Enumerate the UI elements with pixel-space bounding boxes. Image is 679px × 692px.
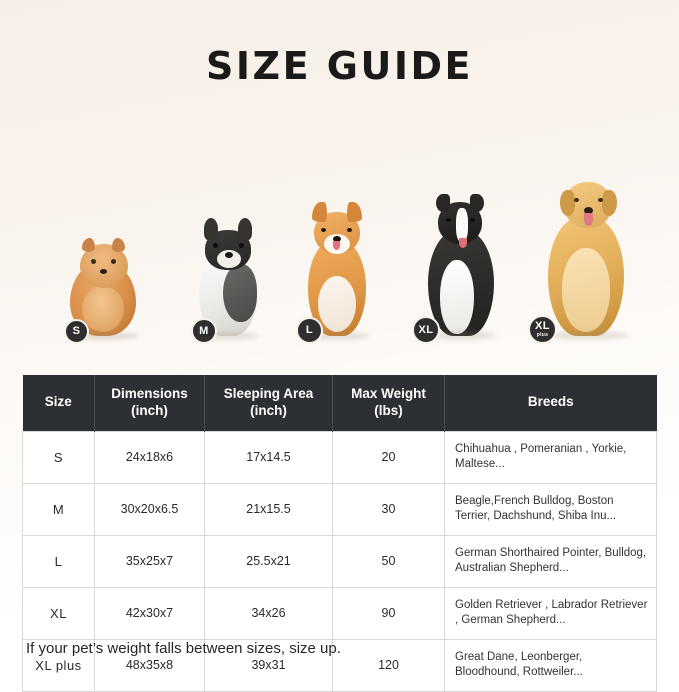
header-breeds: Breeds — [445, 375, 657, 431]
shiba-inu-eye-left — [321, 228, 326, 232]
golden-retriever-tongue — [584, 213, 593, 226]
pomeranian-eye-left — [91, 259, 96, 264]
cell-weight: 30 — [333, 483, 445, 535]
size-badge-s-label: S — [72, 325, 81, 337]
french-bulldog-eye-left — [213, 243, 218, 248]
table-row — [23, 483, 657, 535]
size-badge-xl-label: XL — [418, 323, 434, 336]
header-sleeping-line2: (inch) — [250, 402, 287, 418]
pomeranian-chest — [82, 286, 124, 332]
golden-retriever-ear-right — [602, 190, 617, 216]
golden-retriever-eye-right — [598, 198, 603, 202]
cell-breeds: Beagle,French Bulldog, Boston Terrier, Dachshund, Shiba Inu... — [445, 483, 657, 535]
cell-sleeping: 34x26 — [205, 587, 333, 639]
border-collie-tongue — [459, 238, 467, 248]
dog-illustration-m — [177, 198, 277, 340]
page-title: SIZE GUIDE — [206, 44, 473, 88]
cell-size: XL — [23, 587, 95, 639]
golden-retriever-chest — [562, 248, 610, 332]
size-badge-xl-plus — [528, 315, 557, 344]
french-bulldog-eye-right — [239, 243, 244, 248]
pomeranian-eye-right — [111, 259, 116, 264]
cell-breeds: German Shorthaired Pointer, Bulldog, Australian Shepherd... — [445, 535, 657, 587]
border-collie-eye-left — [446, 218, 451, 222]
dog-illustration-xl-plus — [518, 140, 648, 340]
french-bulldog-patch — [223, 264, 257, 322]
shiba-inu-tongue — [333, 241, 340, 250]
cell-weight: 50 — [333, 535, 445, 587]
border-collie-ear-right — [470, 194, 484, 212]
size-up-note: If your pet’s weight falls between sizes, size up. — [26, 640, 341, 657]
border-collie-ear-left — [436, 194, 450, 212]
pomeranian-ear-left — [82, 238, 95, 252]
header-sleeping-area — [205, 375, 333, 431]
cell-breeds: Chihuahua , Pomeranian , Yorkie, Maltese... — [445, 431, 657, 483]
cell-size: L — [23, 535, 95, 587]
cell-sleeping: 39x31 — [205, 639, 333, 691]
golden-retriever-ear-left — [560, 190, 575, 216]
size-badge-m — [191, 318, 217, 344]
border-collie-chest — [440, 260, 474, 334]
dog-illustration-l — [284, 174, 388, 340]
cell-breeds: Great Dane, Leonberger, Bloodhound, Rottweiler... — [445, 639, 657, 691]
dog-illustration-xl — [404, 160, 514, 340]
size-badge-l — [296, 317, 323, 344]
size-badge-xl-plus-sub: plus — [536, 332, 549, 338]
french-bulldog-nose — [225, 252, 233, 258]
cell-dimensions: 35x25x7 — [95, 535, 205, 587]
shiba-inu-ear-right — [347, 202, 362, 222]
shiba-inu-ear-left — [312, 202, 327, 222]
size-badge-m-label: M — [199, 324, 209, 337]
cell-size: XL plus — [23, 639, 95, 691]
golden-retriever-eye-left — [574, 198, 579, 202]
cell-size: M — [23, 483, 95, 535]
size-badge-xl-plus-label: XL — [534, 320, 551, 332]
cell-dimensions: 42x30x7 — [95, 587, 205, 639]
size-badge-s — [64, 319, 89, 344]
cell-weight: 20 — [333, 431, 445, 483]
border-collie-blaze — [456, 208, 468, 242]
pomeranian-nose — [100, 269, 107, 274]
table-row — [23, 431, 657, 483]
cell-dimensions: 24x18x6 — [95, 431, 205, 483]
cell-breeds: Golden Retriever , Labrador Retriever , German Shepherd... — [445, 587, 657, 639]
header-max-weight — [333, 375, 445, 431]
french-bulldog-ear-right — [238, 218, 252, 240]
table-row — [23, 535, 657, 587]
cell-dimensions: 30x20x6.5 — [95, 483, 205, 535]
header-dimensions-line2: (inch) — [131, 402, 168, 418]
header-size: Size — [23, 375, 95, 431]
header-dimensions-line1: Dimensions — [111, 386, 188, 401]
shiba-inu-chest — [318, 276, 356, 332]
dog-illustration-s — [56, 222, 152, 340]
cell-size: S — [23, 431, 95, 483]
cell-sleeping: 25.5x21 — [205, 535, 333, 587]
border-collie-eye-right — [470, 218, 475, 222]
table-header-row — [23, 375, 657, 431]
table-row — [23, 587, 657, 639]
cell-sleeping: 17x14.5 — [205, 431, 333, 483]
header-weight-line1: Max Weight — [351, 386, 426, 401]
size-badge-l-label: L — [305, 324, 314, 336]
size-table-head — [23, 375, 657, 431]
cell-weight: 120 — [333, 639, 445, 691]
header-dimensions — [95, 375, 205, 431]
cell-sleeping: 21x15.5 — [205, 483, 333, 535]
pomeranian-ear-right — [112, 238, 125, 252]
header-sleeping-line1: Sleeping Area — [223, 386, 314, 401]
size-badge-xl — [412, 316, 440, 344]
shiba-inu-eye-right — [347, 228, 352, 232]
cell-dimensions: 48x35x8 — [95, 639, 205, 691]
dog-size-illustrations — [22, 130, 657, 340]
cell-weight: 90 — [333, 587, 445, 639]
header-weight-line2: (lbs) — [374, 402, 403, 418]
french-bulldog-ear-left — [204, 218, 218, 240]
